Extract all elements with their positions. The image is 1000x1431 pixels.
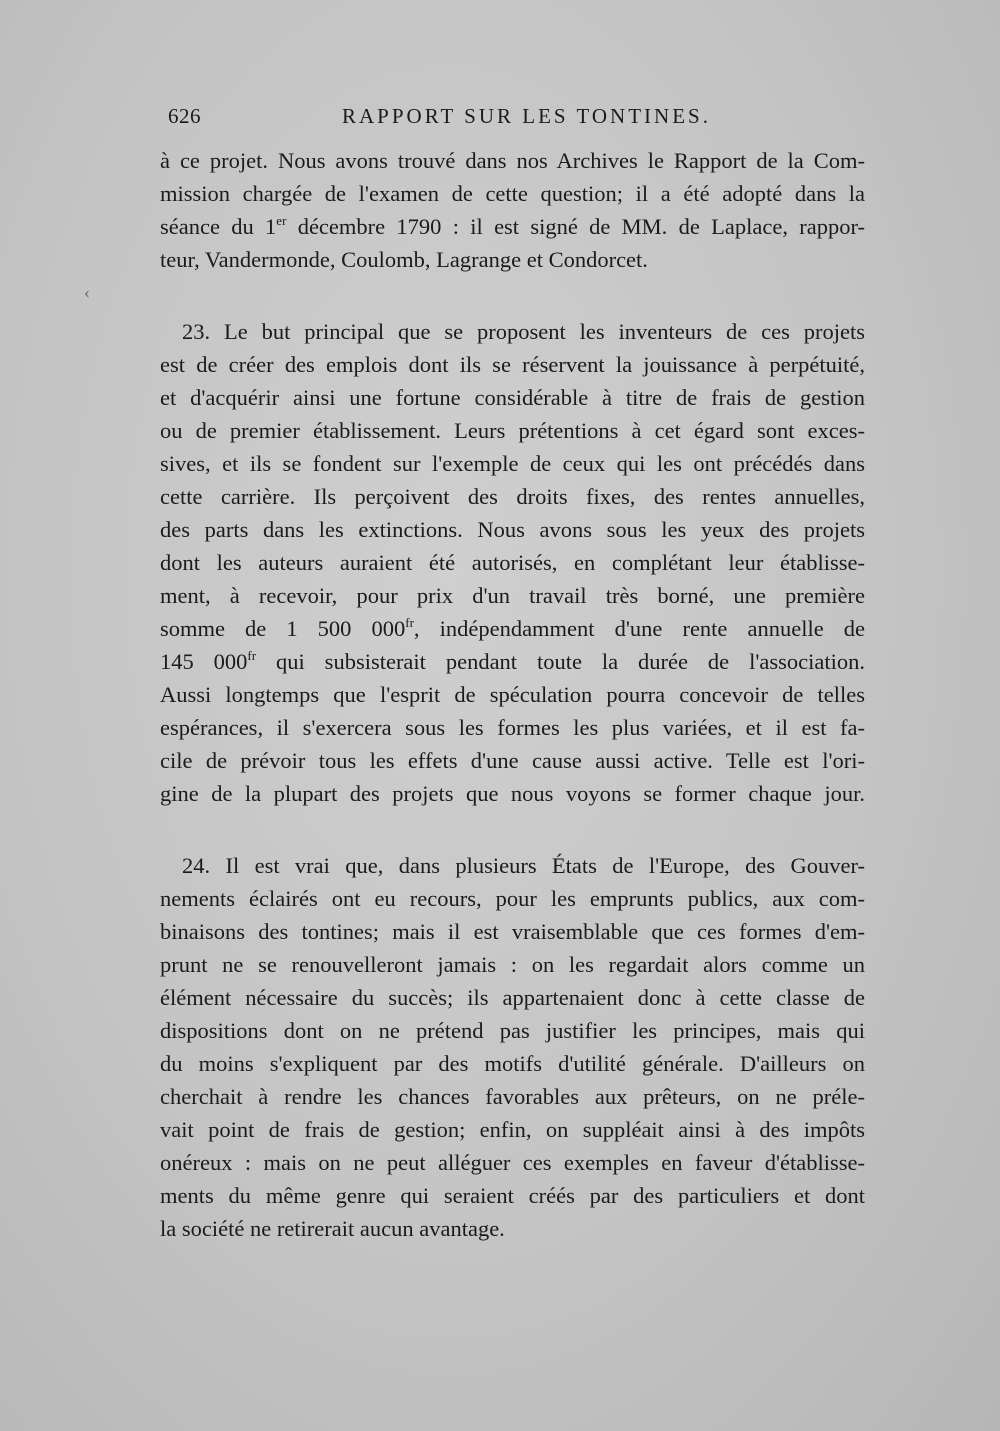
text-line: 24. Il est vrai que, dans plusieurs États de l'Europe, des Gouver- [182,853,865,878]
page-number: 626 [168,104,201,128]
text-line: binaisons des tontines; mais il est vraisemblable que ces formes d'em- [160,919,865,944]
superscript: er [276,213,287,228]
text-run: décembre 1790 : il est signé de MM. de Laplace, rappor- [286,214,866,239]
text-line: vait point de frais de gestion; enfin, on suppléait ainsi à des impôts [160,1117,865,1142]
text-line: ou de premier établissement. Leurs prétentions à cet égard sont exces- [160,418,865,443]
text-line: 23. Le but principal que se proposent les inventeurs de ces projets [182,319,865,344]
text-run: séance du 1 [160,214,277,239]
paragraph-23 [160,315,865,810]
text-line: nements éclairés ont eu recours, pour les emprunts publics, aux com- [160,886,865,911]
text-line: à ce projet. Nous avons trouvé dans nos Archives le Rapport de la Com- [160,148,865,173]
text-run: 145 000 [160,649,248,674]
text-line: élément nécessaire du succès; ils appartenaient donc à cette classe de [160,985,865,1010]
text-line: prunt ne se renouvelleront jamais : on les regardait alors comme un [160,952,865,977]
text-run: , indépendamment d'une rente annuelle de [413,616,865,641]
text-line: teur, Vandermonde, Coulomb, Lagrange et Condorcet. [160,247,648,272]
text-line: sives, et ils se fondent sur l'exemple de ceux qui les ont précédés dans [160,451,865,476]
running-title: RAPPORT SUR LES TONTINES. [342,104,711,128]
superscript: fr [247,648,257,663]
text-line [160,612,865,645]
page-header [160,104,865,134]
text-run: qui subsisterait pendant toute la durée de l'association. [256,649,865,674]
text-line: Aussi longtemps que l'esprit de spéculation pourra concevoir de telles [160,682,865,707]
body-text [160,144,865,1245]
text-line: cette carrière. Ils perçoivent des droits fixes, des rentes annuelles, [160,484,865,509]
text-line: des parts dans les extinctions. Nous avons sous les yeux des projets [160,517,865,542]
text-line: espérances, il s'exercera sous les formes les plus variées, et il est fa- [160,715,865,740]
paragraph-24 [160,849,865,1245]
text-line: est de créer des emplois dont ils se réservent la jouissance à perpétuité, [160,352,865,377]
text-line: la société ne retirerait aucun avantage. [160,1216,505,1241]
text-line: mission chargée de l'examen de cette question; il a été adopté dans la [160,181,865,206]
text-line: ment, à recevoir, pour prix d'un travail très borné, une première [160,583,865,608]
text-line: du moins s'expliquent par des motifs d'utilité générale. D'ailleurs on [160,1051,865,1076]
text-line: ments du même genre qui seraient créés par des particuliers et dont [160,1183,865,1208]
text-line: onéreux : mais on ne peut alléguer ces exemples en faveur d'établisse- [160,1150,865,1175]
superscript: fr [405,615,414,630]
text-line: cherchait à rendre les chances favorables aux prêteurs, on ne préle- [160,1084,865,1109]
text-line: dispositions dont on ne prétend pas justifier les principes, mais qui [160,1018,865,1043]
text-line: gine de la plupart des projets que nous voyons se former chaque jour. [160,781,865,806]
text-line [160,645,865,678]
text-line [160,210,865,243]
page-mark: ‹ [84,282,90,302]
text-run: somme de 1 500 000 [160,616,406,641]
text-line: et d'acquérir ainsi une fortune considérable à titre de frais de gestion [160,385,865,410]
paragraph-continuation [160,144,865,276]
text-line: dont les auteurs auraient été autorisés, en complétant leur établisse- [160,550,865,575]
text-line: cile de prévoir tous les effets d'une cause aussi active. Telle est l'ori- [160,748,865,773]
